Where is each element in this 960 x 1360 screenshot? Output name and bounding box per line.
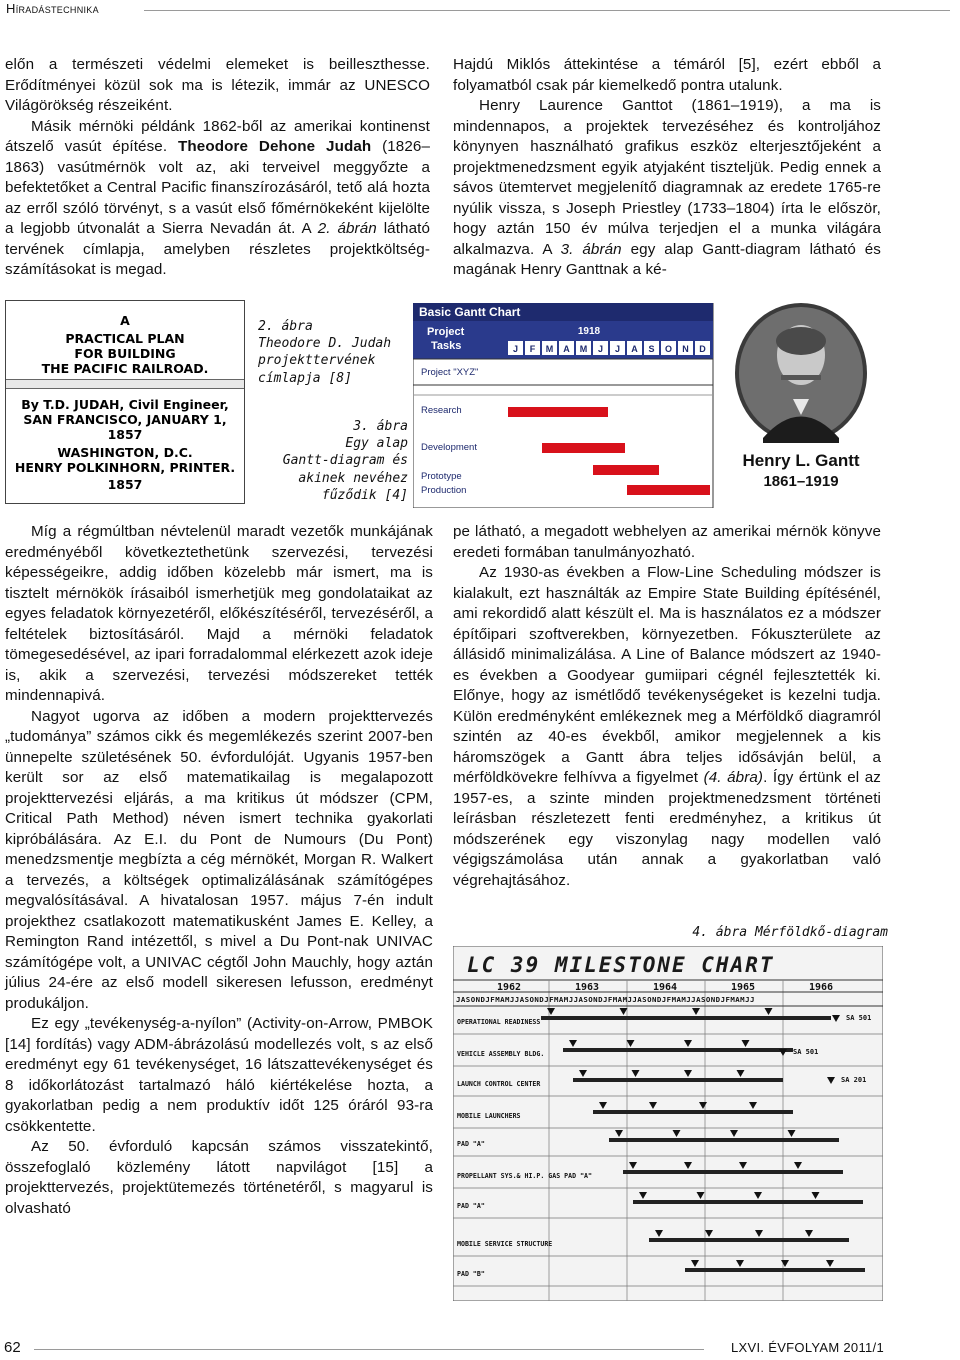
title-page-line: By T.D. JUDAH, Civil Engineer, xyxy=(21,397,229,412)
gantt-task-label: Prototype xyxy=(421,471,462,482)
title-page-line: HENRY POLKINHORN, PRINTER. xyxy=(14,460,236,475)
figure-4-milestone-chart xyxy=(453,946,883,1301)
milestone-row-label: PAD "A" xyxy=(457,1140,485,1148)
milestone-row-label: PROPELLANT SYS.& HI.P. GAS PAD "A" xyxy=(457,1172,592,1180)
milestone-row-label: PAD "A" xyxy=(457,1202,485,1210)
milestone-bar xyxy=(685,1268,865,1272)
caption-figure-3: 3. ábra Egy alap Gantt-diagram és akinek nevéhez fűződik [4] xyxy=(282,419,408,503)
volume-label: LXVI. ÉVFOLYAM 2011/1 xyxy=(731,1340,884,1355)
caption-figure-2: 2. ábra Theodore D. Judah projekttervének címlapja [8] xyxy=(258,319,392,386)
gantt-month-label: N xyxy=(682,344,689,354)
gantt-task-label: Research xyxy=(421,405,462,416)
milestone-month-strip: JASONDJFMAMJJASONDJFMAMJJASONDJFMAMJJASONDJFMAMJJASONDJFMAMJJ xyxy=(456,995,755,1004)
title-page-line: PRACTICAL PLAN xyxy=(65,331,185,346)
milestone-row-label: MOBILE LAUNCHERS xyxy=(457,1112,521,1120)
milestone-bar xyxy=(649,1238,849,1242)
milestone-year: 1964 xyxy=(652,982,678,993)
gantt-bar xyxy=(542,443,625,453)
gantt-year: 1918 xyxy=(577,326,601,337)
gantt-month-label: O xyxy=(664,344,673,354)
footer-rule xyxy=(34,1349,704,1350)
portrait-years: 1861–1919 xyxy=(763,473,839,490)
column-bottom-right xyxy=(453,522,881,891)
milestone-row-label: MOBILE SERVICE STRUCTURE xyxy=(457,1240,553,1248)
gantt-task-label: Production xyxy=(421,485,467,496)
milestone-marker-label: SA 501 xyxy=(846,1014,872,1022)
gantt-month-label: A xyxy=(563,344,570,354)
column-bottom-left xyxy=(5,522,433,1219)
milestone-bar xyxy=(593,1110,793,1114)
milestone-bar xyxy=(633,1200,863,1204)
gantt-task-label: Project "XYZ" xyxy=(421,367,479,378)
section-title: Híradástechnika xyxy=(6,1,99,16)
gantt-title: Basic Gantt Chart xyxy=(419,305,521,319)
gantt-month-label: D xyxy=(699,344,706,354)
title-page-line: THE PACIFIC RAILROAD. xyxy=(41,361,209,376)
paragraph: Nagyot ugorva az időben a modern projekttervezés „tudománya” számos cikk és megemlékezés szerint 2007-ben ünnepelte születésének 50. évfordulóját. Ugyanis 1957-ben került sor az első matematikailag is megalapozott projekttervezési eljárás, a ma kritikus út módszer (CPM, Critical Path Method) néven ismert technika gyakorlati kipróbálására. Az E.I. du Pont de Numours (Du Pont) menedzsmentje megbízta a cég mérnökét, Morgan R. Walkert a tervezés, a költségek optimalizálásának számítógépes megvalósításával. A hivatalosan 1957. május 7-én indult projekthez csatlakozott matematikusként James E. Kelley, a Remington Rand intézettől, s mivel a Du Pont-nak UNIVAC számítógépe volt, a UNIVAC cégtől John Mauchly, hogy aztán július 24-ére az első modell sikeresen lefusson, eredményt produkáljon. xyxy=(5,707,433,1012)
gantt-month-label: M xyxy=(579,344,588,354)
gantt-bar xyxy=(508,407,608,417)
gantt-month-label: M xyxy=(545,344,554,354)
column-top-left xyxy=(5,55,430,281)
title-page-line: FOR BUILDING xyxy=(74,346,176,361)
gantt-header-label: Project xyxy=(427,326,465,338)
portrait-name: Henry L. Gantt xyxy=(742,451,860,470)
milestone-year: 1966 xyxy=(808,982,834,993)
gantt-month-label: A xyxy=(631,344,638,354)
title-page-line: 1857 xyxy=(107,477,143,492)
milestone-row-label: VEHICLE ASSEMBLY BLDG. xyxy=(457,1050,545,1058)
milestone-year: 1965 xyxy=(730,982,756,993)
milestone-row-label: PAD "B" xyxy=(457,1270,485,1278)
paragraph: Hajdú Miklós áttekintése a témáról [5], ezért ebből a folyamatból csak pár kiemelkedő pontra utalunk. xyxy=(453,56,881,94)
gantt-month-label: J xyxy=(614,344,621,354)
gantt-bar xyxy=(593,465,659,475)
milestone-marker-label: SA 201 xyxy=(841,1076,867,1084)
milestone-year: 1962 xyxy=(496,982,522,993)
milestone-row-label: OPERATIONAL READINESS xyxy=(457,1018,541,1026)
gantt-bar xyxy=(627,485,710,495)
paragraph: Az 50. évforduló kapcsán számos visszatekintő, összefoglaló közlemény látott napvilágot [15] a projekttervezés, projektütemezés történetéről, s magyarul is olvasható xyxy=(5,1138,433,1217)
caption-figure-4: 4. ábra Mérföldkő-diagram xyxy=(692,925,888,940)
milestone-bar xyxy=(563,1048,793,1052)
paragraph: előn a természeti védelmi elemeket is beilleszthesse. Erődítményei közül sok ma is létezik, immár az UNESCO Világörökség részeiként. xyxy=(5,56,430,114)
header-rule xyxy=(144,10,950,11)
gantt-month-label: F xyxy=(529,344,536,354)
paragraph: pe látható, a megadott webhelyen az amerikai mérnök könyve eredeti formában tanulmányozható. xyxy=(453,523,881,561)
gantt-month-label: J xyxy=(597,344,604,354)
milestone-bar xyxy=(573,1078,783,1082)
milestone-bar xyxy=(541,1016,831,1020)
milestone-marker-label: SA 501 xyxy=(793,1048,819,1056)
title-page-line: A xyxy=(120,313,130,328)
paragraph: Másik mérnöki példánk 1862-ből az amerikai kontinenst átszelő vasút építése. Theodore Dehone Judah (1826–1863) vasútmérnök volt az, aki terveivel meggyőzte a befektetőket a Central Pacific finanszírozásáról, tető alá hozta az erről szóló törvényt, s a vasút első főmérnökeként kijelölte a legjobb útvonalát a Sierra Nevadán át. A 2. ábrán látható tervének címlapja, amelyben részletes projektköltség-számításokat is megad. xyxy=(5,117,430,278)
title-page-line: SAN FRANCISCO, JANUARY 1, 1857 xyxy=(23,412,227,442)
gantt-month-label: S xyxy=(648,344,655,354)
milestone-bar xyxy=(623,1170,843,1174)
paragraph: Az 1930-as években a Flow-Line Scheduling módszer is kialakult, ezt használták az Empire State Building építésénél, ami rekordidő alatt készült el. Ma is használatos ez a módszer építőipari szoftverekben, környezetben. Fókuszterülete az állásidő minimalizálása. A Line of Balance módszert az 1940-es években a Goodyear gumiipari cégnél fejlesztették ki. Előnye, hogy az ismétlődő tevékenységeket is kezelni tudja. Külön eredményként emlékeznek meg a Mérföldkő diagramról szintén az 40-es évekből, amikor megjelennek a kis háromszögek a Gantt ábra teljes idősávján belül, a mérföldkövekre felhívva a figyelmet (4. ábra). Így értünk el az 1957-es, a szinte minden projektmenedzsment történeti leírásban részletezett fenti eredményhez, a kritikus út módszerének egy viszonylag nagy modellen való végigszámolása után annak a gyakorlatban való végrehajtásához. xyxy=(453,564,882,889)
gantt-task-label: Development xyxy=(421,442,477,453)
gantt-month-label: J xyxy=(512,344,519,354)
column-top-right xyxy=(453,55,881,281)
paragraph: Míg a régmúltban névtelenül maradt vezetők munkájának eredményéből következtethetünk szervezési, tervezési képességeikre, addig időben közelebb már ismert, ma is tisztelt mérnökök írásaiból ismerhetjük meg gondolataikat az egyes feladatok környezetéről, előkészítéséről, tervezéséről, a feltételek biztosításáról. Majd a mérnöki feladatok tömegesedésével, az ipari forradalommal elérkezett azok ideje is, akik a szervezési, tervezési módszereket tették mindennapivá. xyxy=(5,523,433,704)
paragraph: Ez egy „tevékenység-a-nyílon” (Activity-on-Arrow, PMBOK [14] fordítás) vagy ADM-ábrázolású modellezés volt, s az első eredményt egy 61 tevékenységet, 16 látszattevékenységet és 8 időkorlátozást tartalmazó háló kiértékelése hozta, a gyakorlatban pedig a nem produktív időt 125 óráról 93-ra csökkentette. xyxy=(5,1015,433,1135)
paragraph: Henry Laurence Ganttot (1861–1919), a ma is mindennapos, a projektek tervezéséhez és kontroljához könynyen használható grafikus eszköz elterjesztőjeként a projektmenedzsment egyik atyjaként tiszteljük. Pedig ennek a sávos ütemtervet megjelenítő diagramnak az eredete 1765-re nyúlik vissza, s Joseph Priestley (1733–1804) írta le először, hogy aztán 150 év múlva terjedjen el a munka világára alkalmazva. A 3. ábrán egy alap Gantt-diagram látható és magának Henry Ganttnak a ké- xyxy=(453,97,881,278)
milestone-bar xyxy=(609,1138,839,1142)
page-number: 62 xyxy=(4,1339,21,1356)
title-page-line: WASHINGTON, D.C. xyxy=(57,445,193,460)
gantt-portrait xyxy=(735,303,867,443)
milestone-year: 1963 xyxy=(574,982,600,993)
milestone-title: LC 39 MILESTONE CHART xyxy=(467,953,775,977)
figure-2-title-page xyxy=(5,300,245,504)
figure-3-gantt-chart xyxy=(413,303,883,508)
milestone-row-label: LAUNCH CONTROL CENTER xyxy=(457,1080,541,1088)
gantt-header-label: Tasks xyxy=(431,340,462,352)
